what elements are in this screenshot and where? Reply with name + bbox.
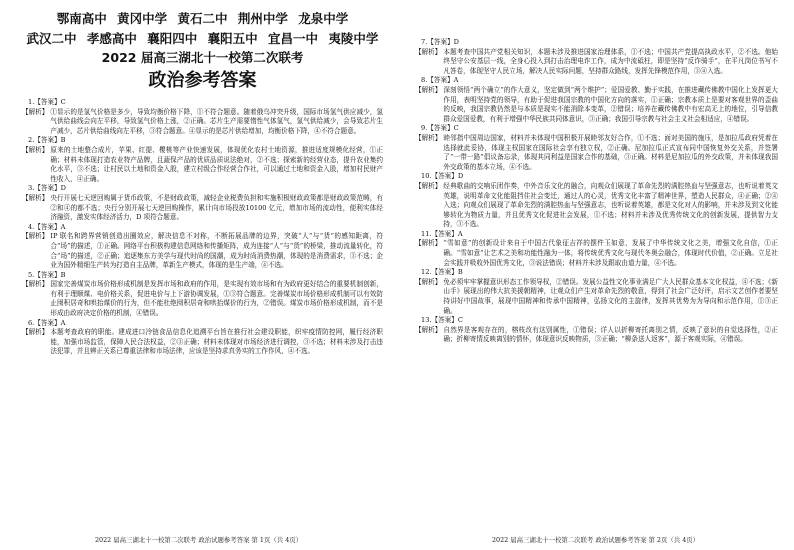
question-item xyxy=(415,268,778,316)
answer-line: 3.【答案】D xyxy=(28,184,66,193)
explanation-tag: 【解析】 xyxy=(22,328,49,337)
explanation-text: 免必须牢牢掌握意识形态工作领导权，②错误。发展公益性文化事业满足广大人民群众基本文化权益，④不选；《新山手》展现出的伟大抗美援朝精神，让观众们产生对革命先烈的敬意，得到了社会广泛好评，启示文艺创作者要坚持讲好中国故事，展现中国精神和传承中国精神，弘扬文化的主旋律，发挥其优势为为导向和示范作用，①③正确。 xyxy=(443,277,778,315)
explanation-text: 深刻领悟“两个确立”的作大意义，坚定做到“两个维护”；爱国爱教、勤于实践，在推进藏传佛教中国化上发挥更大作用，表明坚持党的领导，有助于促进我国宗教的中国化方向的落实，①正确；宗教本质上是要对客观世界的歪曲的反映，我国宗教仍然是与本质是现实不能消除本变革，②错误；培养在藏传佛教中有宏高无上的地位，引导信教群众爱国爱教，有利于增强中华民族共同体意识，③正确；我国引导宗教与社会主义社会相适应，④错误。 xyxy=(443,85,778,123)
question-item xyxy=(22,223,383,271)
question-list-left xyxy=(22,98,383,357)
school-name: 襄阳五中 xyxy=(207,31,258,46)
school-name: 孝感高中 xyxy=(86,31,137,46)
explanation-text: 经典歌曲的交响乐团作奏，中外音乐文化的融合，向观众们展现了革命先烈的满腔热血与坚强意志，也听说着英文英雄，说明革命文化能阻挡住社会变迁，通过人的心灵，优秀文化丰富了精神世界，塑造人民群众，④正确；②④入选；向观众们展现了革命先烈的满腔热血与坚强意志，也听说着英雄，都是文化对人的影响，并未涉及到文化能够转化为物质力量，并且优秀文化促进社会发展，①不选；材料并未涉及优秀传统文化的创新发展，提供智力支持，③不选。 xyxy=(443,181,778,229)
answer-line: 12.【答案】B xyxy=(421,268,463,277)
explanation xyxy=(22,232,383,270)
answer-line: 10.【答案】D xyxy=(421,172,464,181)
question-list-right xyxy=(415,38,778,345)
explanation-text: 央行开展七天逆回购属于货币政策，不是财政政策，减轻企业税费负担和实施积极财政政策都是财政政策范畴，有②和④的都不选；央行分别开展七天逆回购操作，累计向市场投放10100 亿元，增加市场的流动性，便利实体经济融资，激发实体经济活力，D 项符合题意。 xyxy=(50,193,383,222)
explanation xyxy=(415,48,778,77)
question-item xyxy=(415,316,778,345)
explanation xyxy=(22,280,383,318)
explanation-tag: 【解析】 xyxy=(22,280,49,289)
school-name: 宜昌一中 xyxy=(268,31,319,46)
explanation xyxy=(22,146,383,184)
school-name: 夷陵中学 xyxy=(328,31,379,46)
school-name: 鄂南高中 xyxy=(56,11,107,26)
explanation-text: 原来的土地整合成片，苹果、红提、樱桃等产业快速发展，体现优化农村土地资源，推进适度规模化经营，①正确；材料未体现打造农业特产品牌，且蔬保产品的优质品质说法绝对，②不选；探索新的经营业态，提升农业集约化水平，③不选；让村民以土地和资金入股，建立村级合作经营合作社，可以通过土地和资金入股，增加村民财产性收入，④正确。 xyxy=(50,145,383,183)
explanation-tag: 【解析】 xyxy=(415,47,442,56)
school-name: 黄石二中 xyxy=(177,11,228,26)
question-item xyxy=(22,98,383,136)
school-name: 武汉二中 xyxy=(26,31,77,46)
explanation xyxy=(22,194,383,223)
question-item xyxy=(415,172,778,230)
page-footer: 2022 届高三湖北十一校第二次联考 政治试题参考答案 第 1页（共 4页） xyxy=(94,536,303,544)
explanation-tag: 【解析】 xyxy=(22,145,49,154)
school-name: 黄冈中学 xyxy=(117,11,168,26)
explanation xyxy=(415,182,778,230)
explanation-text: IP 联名和跨界营销创造出圈效应，解决信息不对称，不断拓展品牌的边界，突破“人”与“货”的感知距离，符合“场”的描述，①正确。网络平台积极构建信息网络和传播矩阵，成为连接“人”与“货”的桥梁，推动流量转化，符合“场”的描述，②正确；追逐集东方美学与现代时尚的国潮，成为时尚消费热潮，体现的是消费需求，③不选；企业为国外精细生产转为打造自主品牌，革新生产模式，体现的是生产端，④不选。 xyxy=(50,232,383,270)
answer-line: 11.【答案】A xyxy=(421,229,463,238)
explanation-text: 国家完善煤炭市场价格形成机制是发挥市场和政府的作用，是实现有效市场和有为政府更好结合的重要机制创新，有利于理顺煤、电价格关系，促进电价与上下游协调发展，①③符合题意。完善煤炭市场价格形成机制可以有效防止囤积居奇和哄抬煤价的行为，但不能杜绝囤积居奇和哄抬煤价的行为，②错误。煤炭市场价格形成机制，而不是形成由政府决定价格的机制，④错误。 xyxy=(50,280,383,318)
explanation-tag: 【解析】 xyxy=(415,133,442,142)
explanation-text: “雪如意”的创新设计来自于中国古代象征吉祥的摆件玉如意，发展了中华传统文化之美，增强文化自信，①正确。“雪如意”让艺术之美和功能性融为一体，将传统优秀文化与现代冬奥会融合，体现时代价值，②正确。立足社会实践并吸收外国优秀文化，③说法错误；材料并未涉及跟取由道力量，④不选。 xyxy=(443,239,778,267)
question-item xyxy=(415,124,778,172)
explanation-tag: 【解析】 xyxy=(22,232,49,241)
answer-line: 4.【答案】A xyxy=(28,222,66,231)
explanation-text: 睦邻指中国周边国家，材料并未体现中国积极开展睦邻友好合作，①不选；面对美国的施压，是加拉瓜政府凭着在选择就此妥协，体现主权国家在国际社会享有独立权，②正确。尼加拉瓜正式宣布同中国恢复外交关系，并签署了“一带一路”倡议备忘录，体现其同利益是国家合作的基础，③正确。材料是尼加拉瓜的外交政策，并未体现我国外交政策的基本立场，④不选。 xyxy=(443,133,778,171)
page-right xyxy=(397,0,794,550)
school-row-1 xyxy=(22,10,383,28)
question-item xyxy=(22,271,383,319)
explanation xyxy=(22,328,383,357)
question-item xyxy=(415,38,778,76)
school-list xyxy=(22,10,383,48)
answer-line: 5.【答案】B xyxy=(28,270,66,279)
explanation xyxy=(415,278,778,316)
explanation-tag: 【解析】 xyxy=(22,193,49,202)
answer-line: 1.【答案】C xyxy=(28,98,66,106)
answer-line: 2.【答案】B xyxy=(28,136,66,145)
explanation-tag: 【解析】 xyxy=(22,107,49,116)
explanation-tag: 【解析】 xyxy=(415,85,442,94)
answer-line: 13.【答案】C xyxy=(421,316,463,325)
school-row-2 xyxy=(22,30,383,48)
explanation-text: 本题考查政府的职能。建成进口冷链食品信息化追溯平台旨在推行社会建设职能，织牢疫情防控网，履行经济职能，加强市场监管，保障人民合法权益，②③正确；材料未体现对市场经济进行调控，③不选；材料未涉及打击违法犯罪，并且辨正关系已尊重法律和市场法律，应该是坚持求真务实的工作作风，④不选。 xyxy=(50,328,383,356)
school-name: 龙泉中学 xyxy=(298,11,349,26)
question-item xyxy=(415,76,778,124)
answer-line: 9.【答案】C xyxy=(421,124,459,133)
page-title: 政治参考答案 xyxy=(148,70,257,91)
explanation-tag: 【解析】 xyxy=(415,325,442,334)
answer-line: 7.【答案】D xyxy=(421,38,459,46)
explanation-tag: 【解析】 xyxy=(415,181,442,190)
explanation-text: 本题考查中国共产党相关知识，本题未涉及推进国家治理体系，①不选；中国共产党提高执政水平，②不选。他始终坚守公安基层一线，全身心投入到打击治理电诈工作，成为中流砥柱，即是坚持“反诈骑手”，在平凡岗位书写不凡答卷，体现坚守人民立场，解决人民实际问题，坚持群众路线，发挥先锋模范作用，③④入选。 xyxy=(443,47,778,75)
answer-line: 8.【答案】A xyxy=(421,76,459,85)
explanation xyxy=(22,108,383,137)
question-item xyxy=(22,136,383,184)
explanation xyxy=(415,239,778,268)
answer-line: 6.【答案】A xyxy=(28,318,66,327)
explanation-tag: 【解析】 xyxy=(415,277,442,286)
question-item xyxy=(22,184,383,222)
explanation xyxy=(415,326,778,345)
exam-title: 2022 届高三湖北十一校第二次联考 xyxy=(101,50,304,65)
school-name: 襄阳四中 xyxy=(147,31,198,46)
question-item xyxy=(22,319,383,357)
explanation-tag: 【解析】 xyxy=(415,239,442,248)
question-item xyxy=(415,230,778,268)
explanation xyxy=(415,86,778,124)
explanation-text: 自然界是客观存在的，榕枝改有这别属性，①错误；详人以折柳寄托离别之情，反映了意识的自觉选择性，②正确；折柳寄情反映离别的情怀，体现意识反映物质，③正确；“柳条送人返客”，源于客观实际，④错误。 xyxy=(443,325,778,344)
explanation xyxy=(415,134,778,172)
school-name: 荆州中学 xyxy=(237,11,288,26)
page-footer: 2022 届高三湖北十一校第二次联考 政治试题参考答案 第 2页（共 4页） xyxy=(491,536,700,544)
explanation-text: ①显示的是氢气价格是多少，导致均衡价格下降，①不符合题意。随着俄乌冲突升级，国际市场氢气供应减少，氢气供给曲线会向左平移，导致氢气价格上涨，②正确。芯片生产需要惰性气体氢气，氢气供给减少，会导致芯片生产减少，芯片供给曲线向左平移，③符合题意。④显示的是芯片供给增加，均衡价格下降，④不符合题意。 xyxy=(50,107,383,135)
